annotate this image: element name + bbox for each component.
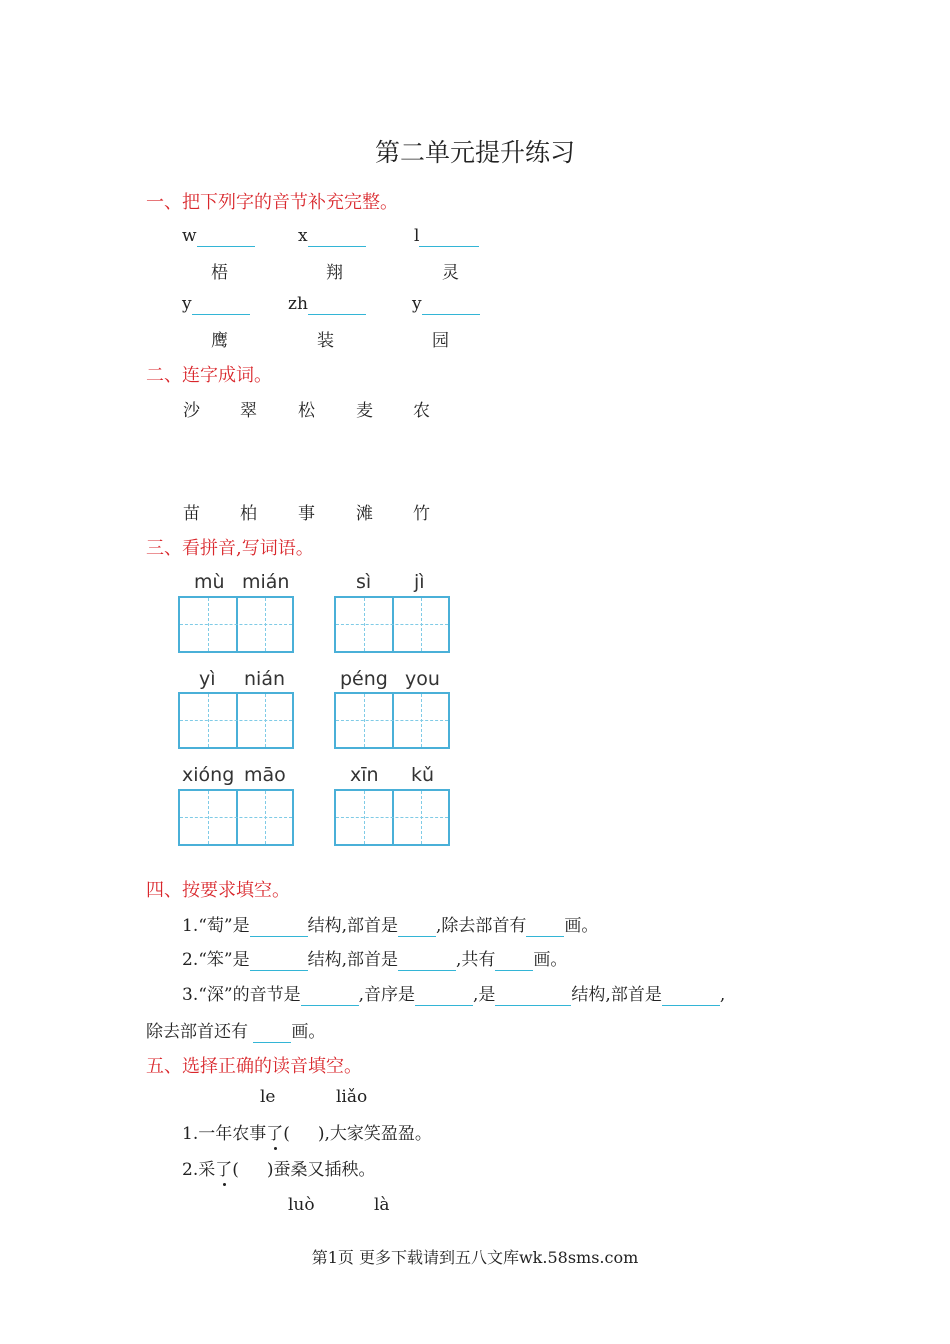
answer-blank[interactable] <box>419 226 479 247</box>
answer-blank[interactable] <box>662 985 720 1006</box>
sentence-2: 2.采了( )蚕桑又插秧。 <box>182 1160 376 1180</box>
pinyin: péng <box>340 668 388 690</box>
syllable-blank <box>414 226 479 247</box>
pinyin: yì <box>199 668 216 690</box>
writing-grid[interactable] <box>178 596 294 653</box>
answer-blank[interactable] <box>250 950 308 971</box>
reading-option: luò <box>288 1195 315 1215</box>
section1-heading: 一、把下列字的音节补充完整。 <box>146 192 398 213</box>
answer-blank[interactable] <box>308 226 366 247</box>
word-char[interactable]: 翠 <box>240 401 257 421</box>
syllable-prefix: w <box>182 226 197 246</box>
hanzi: 翔 <box>326 263 343 283</box>
word-char[interactable]: 松 <box>298 401 315 421</box>
syllable-blank <box>412 294 480 315</box>
writing-grid[interactable] <box>334 692 450 749</box>
pinyin: you <box>405 668 440 690</box>
dotted-char: 了 <box>266 1124 284 1144</box>
word-char[interactable]: 事 <box>298 504 315 524</box>
question-2: 2.“笨”是 结构,部首是 ,共有 画。 <box>182 950 568 970</box>
syllable-prefix: y <box>182 294 192 314</box>
dotted-char: 了 <box>215 1160 233 1180</box>
answer-blank[interactable] <box>398 950 456 971</box>
hanzi: 灵 <box>442 263 459 283</box>
answer-blank[interactable] <box>192 294 250 315</box>
writing-grid[interactable] <box>178 692 294 749</box>
section3-heading: 三、看拼音,写词语。 <box>146 538 314 559</box>
word-char[interactable]: 苗 <box>183 504 200 524</box>
hanzi: 装 <box>317 331 334 351</box>
word-char[interactable]: 麦 <box>356 401 373 421</box>
writing-grid[interactable] <box>334 596 450 653</box>
answer-blank[interactable] <box>526 916 564 937</box>
word-char[interactable]: 农 <box>413 401 430 421</box>
writing-grid[interactable] <box>334 789 450 846</box>
reading-option: là <box>374 1195 390 1215</box>
hanzi: 鹰 <box>211 331 228 351</box>
pinyin: jì <box>414 571 425 593</box>
question-3-cont: 除去部首还有 画。 <box>146 1022 326 1042</box>
pinyin: mián <box>242 571 290 593</box>
pinyin: nián <box>244 668 286 690</box>
question-3: 3.“深”的音节是 ,音序是 ,是 结构,部首是 , <box>182 985 726 1005</box>
answer-blank[interactable] <box>301 985 359 1006</box>
answer-blank[interactable] <box>415 985 473 1006</box>
syllable-blank <box>288 294 366 315</box>
hanzi: 梧 <box>211 263 228 283</box>
syllable-prefix: x <box>298 226 308 246</box>
answer-blank[interactable] <box>253 1022 291 1043</box>
word-char[interactable]: 竹 <box>413 504 430 524</box>
section2-heading: 二、连字成词。 <box>146 365 272 386</box>
word-char[interactable]: 柏 <box>240 504 257 524</box>
answer-blank[interactable] <box>495 950 533 971</box>
syllable-prefix: l <box>414 226 420 246</box>
pinyin: xīn <box>350 764 379 786</box>
answer-blank[interactable] <box>422 294 480 315</box>
pinyin: kǔ <box>411 764 435 786</box>
question-1: 1.“萄”是 结构,部首是 ,除去部首有 画。 <box>182 916 599 936</box>
pinyin: mù <box>194 571 225 593</box>
writing-grid[interactable] <box>178 789 294 846</box>
page-title: 第二单元提升练习 <box>374 138 575 167</box>
syllable-blank <box>298 226 366 247</box>
answer-blank[interactable] <box>308 294 366 315</box>
answer-blank[interactable] <box>197 226 255 247</box>
syllable-prefix: y <box>412 294 422 314</box>
answer-blank[interactable] <box>398 916 436 937</box>
pinyin: xióng <box>182 764 235 786</box>
answer-blank[interactable] <box>250 916 308 937</box>
section5-heading: 五、选择正确的读音填空。 <box>146 1056 362 1077</box>
reading-option: le <box>260 1087 276 1107</box>
page-footer: 第1页 更多下载请到五八文库wk.58sms.com <box>311 1248 639 1267</box>
reading-option: liǎo <box>336 1087 368 1107</box>
pinyin: sì <box>356 571 372 593</box>
answer-blank[interactable] <box>495 985 571 1006</box>
syllable-blank <box>182 226 255 247</box>
pinyin: māo <box>244 764 286 786</box>
section4-heading: 四、按要求填空。 <box>146 880 290 901</box>
hanzi: 园 <box>432 331 449 351</box>
sentence-1: 1.一年农事了( ),大家笑盈盈。 <box>182 1124 432 1144</box>
syllable-blank <box>182 294 250 315</box>
syllable-prefix: zh <box>288 294 308 314</box>
word-char[interactable]: 沙 <box>183 401 200 421</box>
word-char[interactable]: 滩 <box>356 504 373 524</box>
